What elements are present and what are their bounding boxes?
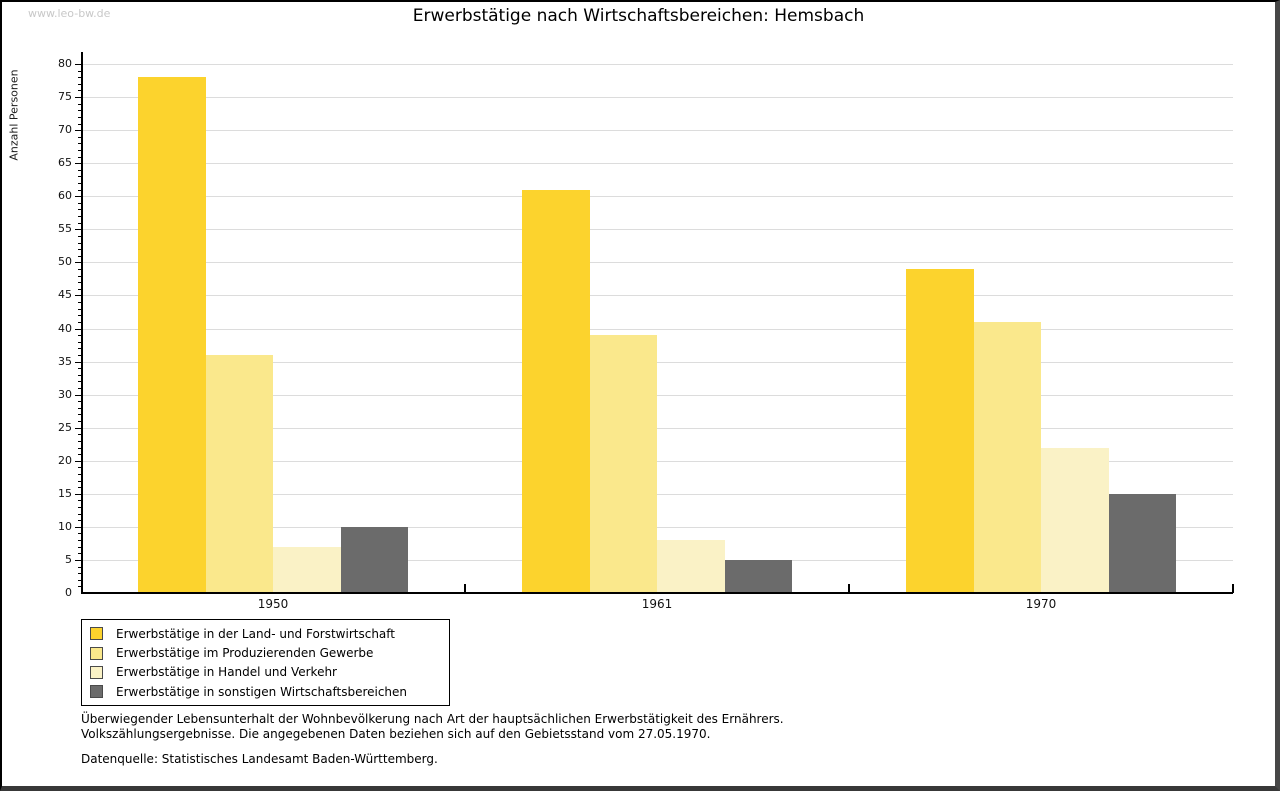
gridline bbox=[82, 229, 1233, 230]
footer-note-line-2: Volkszählungsergebnisse. Die angegebenen Daten beziehen sich auf den Gebietsstand vom 27.05.1970. bbox=[81, 726, 711, 741]
legend-swatch-icon bbox=[90, 647, 103, 660]
footer-source: Datenquelle: Statistisches Landesamt Baden-Württemberg. bbox=[81, 752, 438, 766]
y-tick-label: 45 bbox=[58, 288, 72, 302]
plot-area bbox=[2, 2, 1275, 622]
legend-swatch-icon bbox=[90, 627, 103, 640]
chart-title: Erwerbstätige nach Wirtschaftsbereichen: Hemsbach bbox=[412, 6, 865, 26]
gridline bbox=[82, 163, 1233, 164]
y-axis-title: Anzahl Personen bbox=[7, 69, 21, 161]
x-category-label: 1961 bbox=[641, 597, 673, 611]
bar-1970-series4 bbox=[1109, 494, 1177, 593]
legend-swatch-icon bbox=[90, 666, 103, 679]
y-tick-label: 10 bbox=[58, 519, 72, 533]
legend-label: Erwerbstätige im Produzierenden Gewerbe bbox=[116, 646, 374, 661]
y-tick-label: 75 bbox=[58, 90, 72, 104]
y-tick-label: 50 bbox=[58, 255, 72, 269]
y-tick-label: 55 bbox=[58, 222, 72, 236]
legend-label: Erwerbstätige in der Land- und Forstwirtschaft bbox=[116, 626, 395, 641]
bar-1950-series4 bbox=[341, 527, 409, 593]
y-tick-label: 60 bbox=[58, 189, 72, 203]
x-category-label: 1950 bbox=[257, 597, 289, 611]
y-tick-label: 70 bbox=[58, 123, 72, 137]
y-tick-label: 25 bbox=[58, 420, 72, 434]
gridline bbox=[82, 329, 1233, 330]
gridline bbox=[82, 97, 1233, 98]
x-category-label: 1970 bbox=[1025, 597, 1057, 611]
y-tick-label: 20 bbox=[58, 453, 72, 467]
watermark: www.leo-bw.de bbox=[28, 7, 111, 20]
y-tick-label: 30 bbox=[58, 387, 72, 401]
footer bbox=[81, 712, 1181, 766]
legend-label: Erwerbstätige in sonstigen Wirtschaftsbereichen bbox=[116, 684, 408, 699]
legend-item bbox=[82, 643, 449, 662]
bar-1961-series1 bbox=[522, 190, 590, 593]
gridline bbox=[82, 295, 1233, 296]
x-axis-line bbox=[81, 592, 1233, 594]
legend bbox=[81, 619, 450, 706]
y-tick-label: 40 bbox=[58, 321, 72, 335]
bar-1961-series4 bbox=[725, 560, 793, 593]
gridline bbox=[82, 262, 1233, 263]
bar-1970-series2 bbox=[974, 322, 1042, 593]
legend-swatch-icon bbox=[90, 685, 103, 698]
gridline bbox=[82, 64, 1233, 65]
bar-1950-series2 bbox=[206, 355, 274, 593]
bar-1970-series1 bbox=[906, 269, 974, 593]
y-tick-label: 15 bbox=[58, 486, 72, 500]
bar-1961-series3 bbox=[657, 540, 725, 593]
y-tick-label: 80 bbox=[58, 57, 72, 70]
bar-1961-series2 bbox=[590, 335, 658, 593]
legend-item bbox=[82, 682, 449, 701]
y-tick-label: 5 bbox=[65, 552, 72, 566]
y-tick-label: 35 bbox=[58, 354, 72, 368]
legend-item bbox=[82, 663, 449, 682]
bar-1950-series1 bbox=[138, 77, 206, 593]
bar-1970-series3 bbox=[1041, 448, 1109, 593]
legend-item bbox=[82, 624, 449, 643]
y-tick-label: 65 bbox=[58, 156, 72, 170]
y-axis-line bbox=[81, 52, 83, 594]
legend-label: Erwerbstätige in Handel und Verkehr bbox=[116, 665, 337, 680]
y-tick-label: 0 bbox=[65, 586, 72, 599]
footer-note-line-1: Überwiegender Lebensunterhalt der Wohnbevölkerung nach Art der hauptsächlichen Erwerbstätigkeit des Ernährers. bbox=[81, 712, 784, 726]
gridline bbox=[82, 130, 1233, 131]
gridline bbox=[82, 196, 1233, 197]
bar-1950-series3 bbox=[273, 547, 341, 593]
